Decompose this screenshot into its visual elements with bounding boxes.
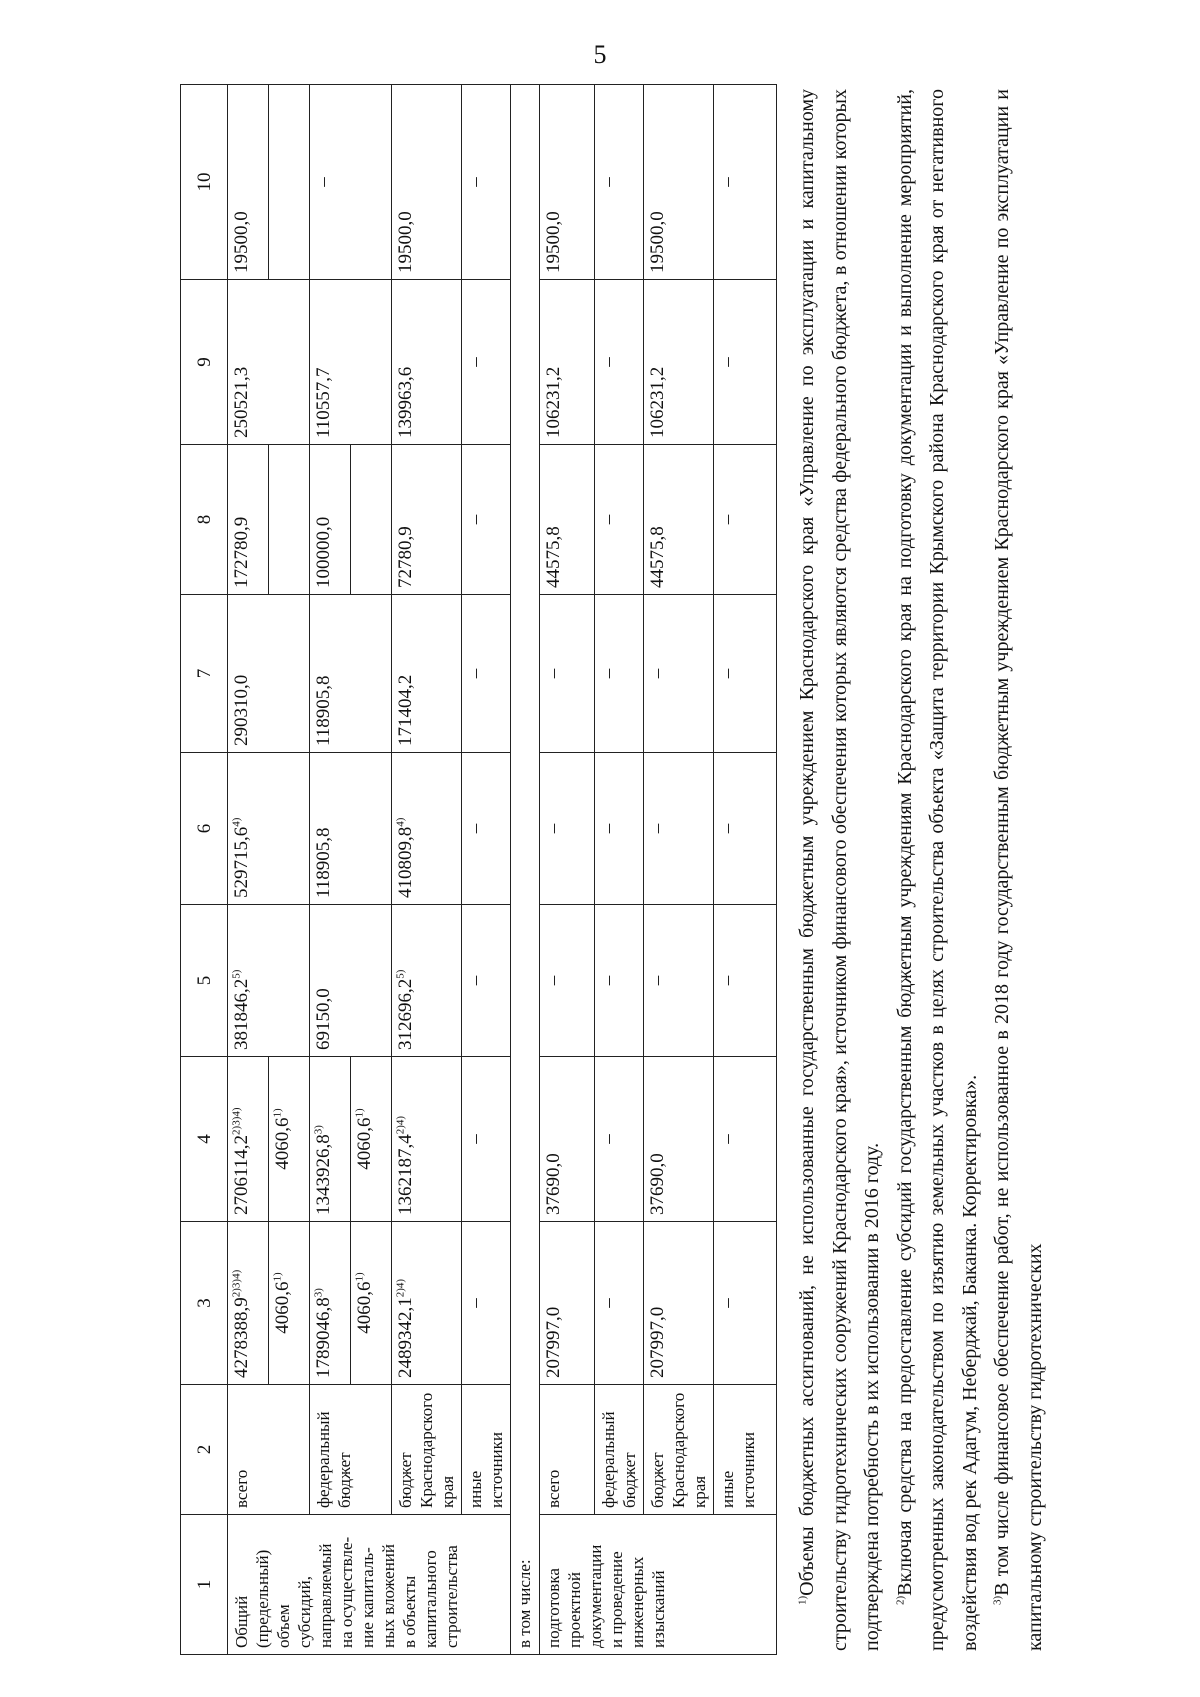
value-cell: –: [595, 595, 644, 753]
value-cell: –: [714, 1222, 777, 1385]
column-number: 8: [181, 445, 228, 595]
value-cell: 139963,6: [392, 280, 462, 445]
value-cell: –: [595, 905, 644, 1057]
value-cell: –: [714, 280, 777, 445]
footnotes: [785, 85, 1051, 1655]
column-number: 4: [181, 1057, 228, 1222]
source-cell: всего: [228, 1385, 310, 1515]
row-label-total-volume: Общий (предельный) объем субсидий, направляемый на осуществле- ние капиталь- ных вложений в объекты капитального строительства: [228, 1515, 511, 1655]
footnote-1: $^{1)}$Объемы бюджетных ассигнований, не использованные государственным бюджетным учреждением Краснодарского края «Управление по эксплуатации и капитальному строительству гидротехнических сооружений Краснодарского края», источником финансового обеспечения которых являются средства федерального бюджета, в отношении которых подтверждена потребность в их использовании в 2016 году.: [796, 89, 883, 1651]
rotated-table-sheet: [180, 85, 1046, 1655]
value-cell: 529715,6$^{4)}$: [228, 753, 310, 905]
value-cell: [351, 445, 392, 595]
value-cell: 4060,6$^{1)}$: [351, 1222, 392, 1385]
table-row: [511, 85, 540, 1655]
value-cell: 106231,2: [540, 280, 595, 445]
value-cell: –: [540, 595, 595, 753]
value-cell: 44575,8: [644, 445, 714, 595]
value-cell: –: [644, 905, 714, 1057]
value-cell: $2706114,2^{2)3)4)}$: [228, 1057, 269, 1222]
column-number: 9: [181, 280, 228, 445]
value-cell: 1789046,8$^{3)}$: [310, 1222, 351, 1385]
value-cell: –: [644, 753, 714, 905]
column-number: 5: [181, 905, 228, 1057]
value-cell: –: [595, 85, 644, 280]
value-cell: 110557,7: [310, 280, 392, 445]
value-cell: $2489342,1^{2)4)}$: [392, 1222, 462, 1385]
value-cell: 312696,2$^{5)}$: [392, 905, 462, 1057]
value-cell: –: [462, 753, 511, 905]
value-cell: 19500,0: [228, 85, 269, 280]
table-row: [392, 85, 462, 1655]
value-cell: 19500,0: [644, 85, 714, 280]
value-cell: 4060,6$^{1)}$: [269, 1057, 310, 1222]
value-cell: 19500,0: [392, 85, 462, 280]
table-row: [540, 85, 595, 1655]
value-cell: –: [462, 1222, 511, 1385]
table-row: [595, 85, 644, 1655]
value-cell: 118905,8: [310, 753, 392, 905]
source-cell: иные источники: [462, 1385, 511, 1515]
budget-table: [180, 84, 777, 1655]
value-cell: 381846,2$^{5)}$: [228, 905, 310, 1057]
value-cell: –: [595, 280, 644, 445]
row-label-design-docs: подготовка проектной документации и проведение инженерных изысканий: [540, 1515, 777, 1655]
column-number: 1: [181, 1515, 228, 1655]
column-number: 7: [181, 595, 228, 753]
value-cell: –: [462, 280, 511, 445]
value-cell: –: [462, 905, 511, 1057]
value-cell: –: [462, 1057, 511, 1222]
value-cell: 72780,9: [392, 445, 462, 595]
column-number: 10: [181, 85, 228, 280]
value-cell: 410809,8$^{4)}$: [392, 753, 462, 905]
value-cell: –: [595, 1222, 644, 1385]
source-cell: бюджет Краснодарского края: [392, 1385, 462, 1515]
value-cell: 44575,8: [540, 445, 595, 595]
page-number: 5: [593, 40, 607, 69]
value-cell: –: [595, 1057, 644, 1222]
value-cell: 172780,9: [228, 445, 269, 595]
source-cell: бюджет Краснодарского края: [644, 1385, 714, 1515]
column-number: 2: [181, 1385, 228, 1515]
value-cell: [269, 85, 310, 280]
value-cell: 19500,0: [540, 85, 595, 280]
table-row: [644, 85, 714, 1655]
value-cell: 207997,0: [644, 1222, 714, 1385]
value-cell: [269, 445, 310, 595]
value-cell: 37690,0: [644, 1057, 714, 1222]
value-cell: –: [595, 753, 644, 905]
value-cell: –: [595, 445, 644, 595]
value-cell: –: [462, 85, 511, 280]
footnote-2: $^{2)}$Включая средства на предоставление субсидий государственным бюджетным учреждениям Краснодарского края на подготовку документации и выполнение мероприятий, предусмотренных законодательством по изъятию земельных участков в целях строительства объекта «Защита территории Крымского района Краснодарского края от негативного воздействия вод рек Адагум, Неберджай, Баканка. Корректировка».: [893, 89, 981, 1651]
table-row: [228, 85, 269, 1655]
source-cell: федеральный бюджет: [595, 1385, 644, 1515]
value-cell: 69150,0: [310, 905, 392, 1057]
value-cell: –: [714, 905, 777, 1057]
value-cell: –: [644, 595, 714, 753]
value-cell: –: [540, 905, 595, 1057]
value-cell: 250521,3: [228, 280, 310, 445]
value-cell: –: [714, 753, 777, 905]
value-cell: 37690,0: [540, 1057, 595, 1222]
source-cell: всего: [540, 1385, 595, 1515]
value-cell: –: [462, 445, 511, 595]
value-cell: 118905,8: [310, 595, 392, 753]
footnote-3: $^{3)}$В том числе финансовое обеспечение работ, не использованное в 2018 году государственным бюджетным учреждением Краснодарского края «Управление по эксплуатации и капитальному строительству гидротехнических: [991, 89, 1046, 1651]
value-cell: 171404,2: [392, 595, 462, 753]
column-number-row: [181, 85, 228, 1655]
table-row: [714, 85, 777, 1655]
source-cell: федеральный бюджет: [310, 1385, 392, 1515]
value-cell: 4060,6$^{1)}$: [351, 1057, 392, 1222]
value-cell: 207997,0: [540, 1222, 595, 1385]
table-row: [310, 85, 351, 1655]
column-number: 3: [181, 1222, 228, 1385]
value-cell: –: [462, 595, 511, 753]
value-cell: –: [540, 753, 595, 905]
subheading-including: в том числе:: [511, 85, 540, 1655]
value-cell: 4060,6$^{1)}$: [269, 1222, 310, 1385]
value-cell: –: [714, 1057, 777, 1222]
table-row: [462, 85, 511, 1655]
value-cell: 106231,2: [644, 280, 714, 445]
value-cell: –: [714, 445, 777, 595]
value-cell: 1343926,8$^{3)}$: [310, 1057, 351, 1222]
value-cell: $1362187,4^{2)4)}$: [392, 1057, 462, 1222]
value-cell: –: [714, 595, 777, 753]
value-cell: –: [714, 85, 777, 280]
column-number: 6: [181, 753, 228, 905]
value-cell: $4278388,9^{2)3)4)}$: [228, 1222, 269, 1385]
value-cell: 100000,0: [310, 445, 351, 595]
value-cell: –: [310, 85, 392, 280]
source-cell: иные источники: [714, 1385, 777, 1515]
value-cell: 290310,0: [228, 595, 310, 753]
